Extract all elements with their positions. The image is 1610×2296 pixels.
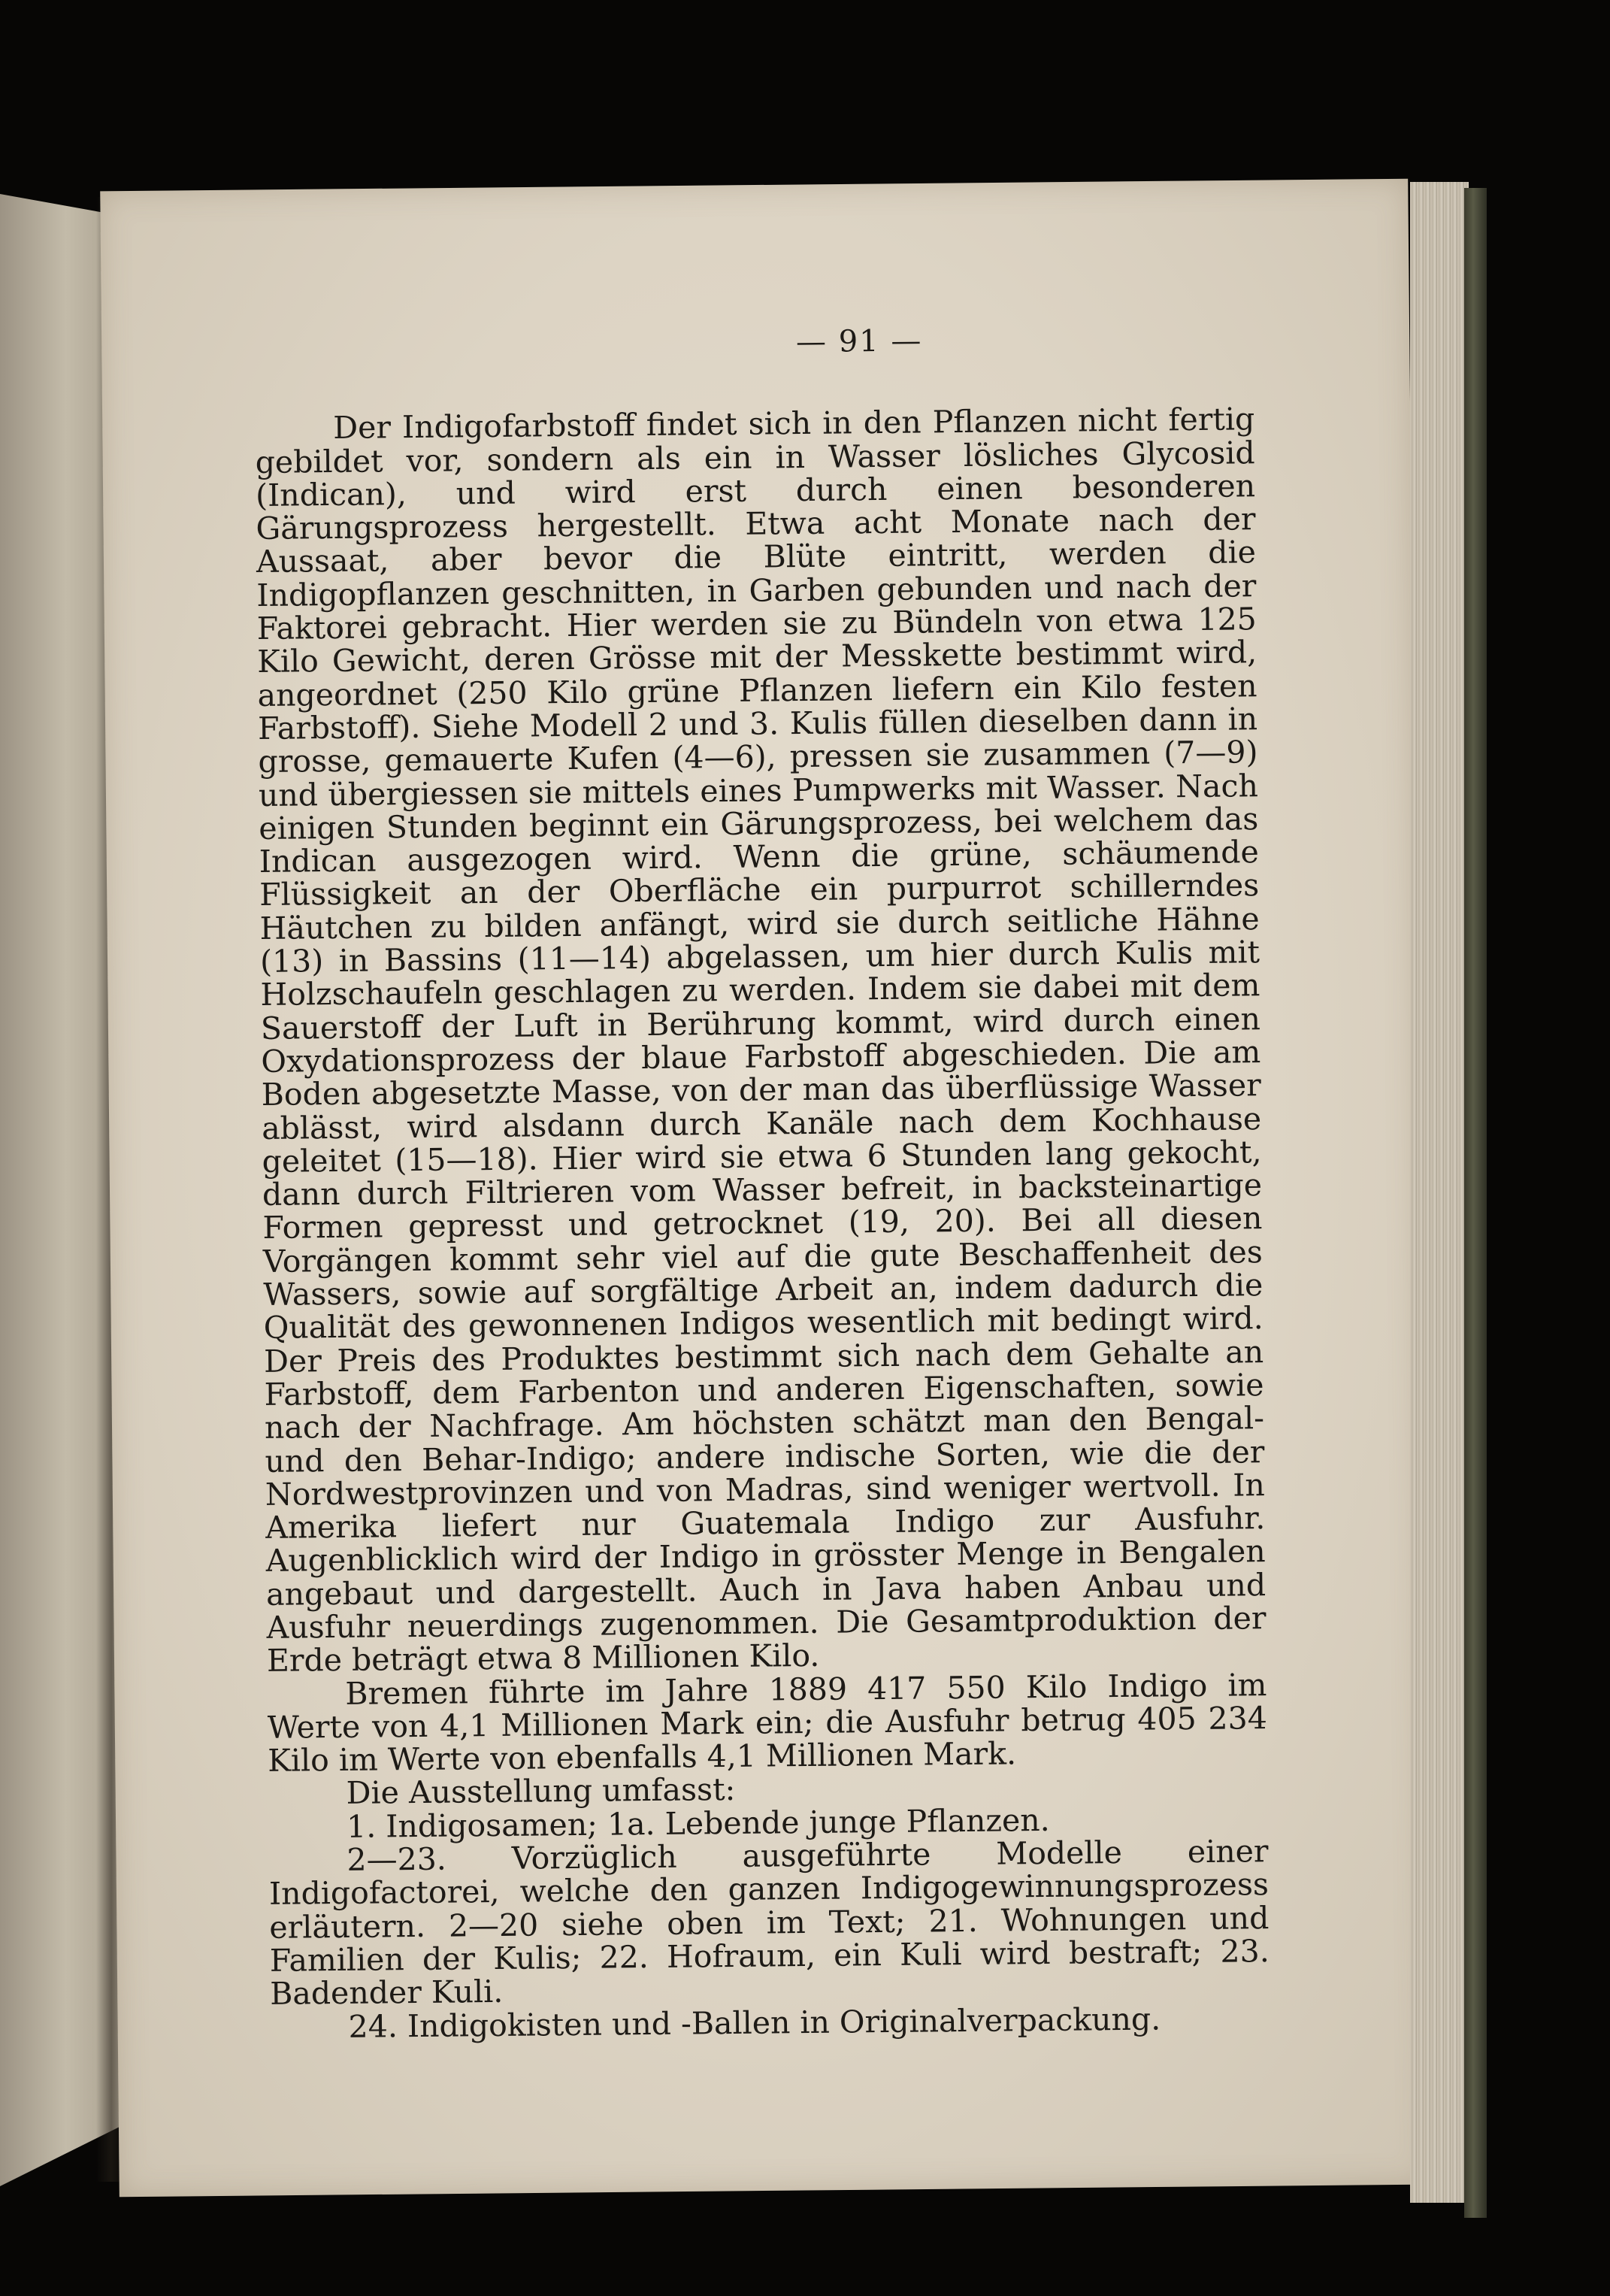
- page-text-block: [254, 321, 1270, 2044]
- exhibition-intro: Die Ausstellung umfasst:: [346, 1771, 736, 1812]
- page-edges: [1410, 182, 1469, 2203]
- book-cover-edge: [1464, 188, 1487, 2218]
- paragraph-indigo-production: Der Indigofarbstoff findet sich in den Pflanzen nicht fertig gebildet vor, sondern als ein in Wasser lösliches Glycosid (Indican), und wird erst durch einen besonderen Gärungsprozess hergestellt. Etwa acht Monate nach der Aussaat, aber bevor die Blüte eintritt, werden die Indigopflanzen geschnitten, in Garben gebunden und nach der Faktorei gebracht. Hier werden sie zu Bündeln von etwa 125 Kilo Gewicht, deren Grösse mit der Messkette bestimmt wird, angeordnet (250 Kilo grüne Pflanzen liefern ein Kilo festen Farbstoff). Siehe Modell 2 und 3. Kulis füllen dieselben dann in grosse, gemauerte Kufen (4—6), pressen sie zusammen (7—9) und übergiessen sie mittels eines Pumpwerks mit Wasser. Nach einigen Stunden beginnt ein Gärungsprozess, bei welchem das Indican ausgezogen wird. Wenn die grüne, schäumende Flüssigkeit an der Oberfläche ein purpurrot schillerndes Häutchen zu bilden anfängt, wird sie durch seitliche Hähne (13) in Bassins (11—14) abgelassen, um hier durch Kulis mit Holzschaufeln geschlagen zu werden. Indem sie dabei mit dem Sauerstoff der Luft in Berührung kommt, wird durch einen Oxydationsprozess der blaue Farbstoff abgeschieden. Die am Boden abgesetzte Masse, von der man das überflüssige Wasser ablässt, wird alsdann durch Kanäle nach dem Kochhause geleitet (15—18). Hier wird sie etwa 6 Stunden lang gekocht, dann durch Filtrieren vom Wasser befreit, in backsteinartige Formen gepresst und getrocknet (19, 20). Bei all diesen Vorgängen kommt sehr viel auf die gute Beschaffenheit des Wassers, sowie auf sorgfältige Arbeit an, indem dadurch die Qualität des gewonnenen Indigos wesentlich mit bedingt wird. Der Preis des Produktes bestimmt sich nach dem Gehalte an Farbstoff, dem Farbenton und anderen Eigenschaften, sowie nach der Nachfrage. Am höchsten schätzt man den Bengal- und den Behar-Indigo; andere indische Sorten, wie die der Nordwestprovinzen und von Madras, sind weniger wertvoll. In Amerika liefert nur Guatemala Indigo zur Ausfuhr. Augenblicklich wird der Indigo in grösster Menge in Bengalen angebaut und dargestellt. Auch in Java haben Anbau und Ausfuhr neuerdings zugenommen. Die Gesamtproduktion der Erde beträgt etwa 8 Millionen Kilo.: [255, 401, 1267, 1680]
- page-number: — 91 —: [795, 323, 923, 360]
- paragraph-bremen-trade: Bremen führte im Jahre 1889 417 550 Kilo Indigo im Werte von 4,1 Millionen Mark ein; die Ausfuhr betrug 405 234 Kilo im Werte von ebenfalls 4,1 Millionen Mark.: [267, 1666, 1268, 1780]
- exhibition-item: 24. Indigokisten und -Ballen in Originalverpackung.: [348, 2001, 1161, 2045]
- exhibition-item: 2—23. Vorzüglich ausgeführte Modelle einer Indigofactorei, welche den ganzen Indigogewinnungsprozess erläutern. 2—20 siehe oben im Text; 21. Wohnungen und Familien der Kulis; 22. Hofraum, ein Kuli wird bestraft; 23. Badender Kuli.: [268, 1833, 1270, 2013]
- exhibition-item: 1. Indigosamen; 1a. Lebende junge Pflanzen.: [346, 1801, 1050, 1845]
